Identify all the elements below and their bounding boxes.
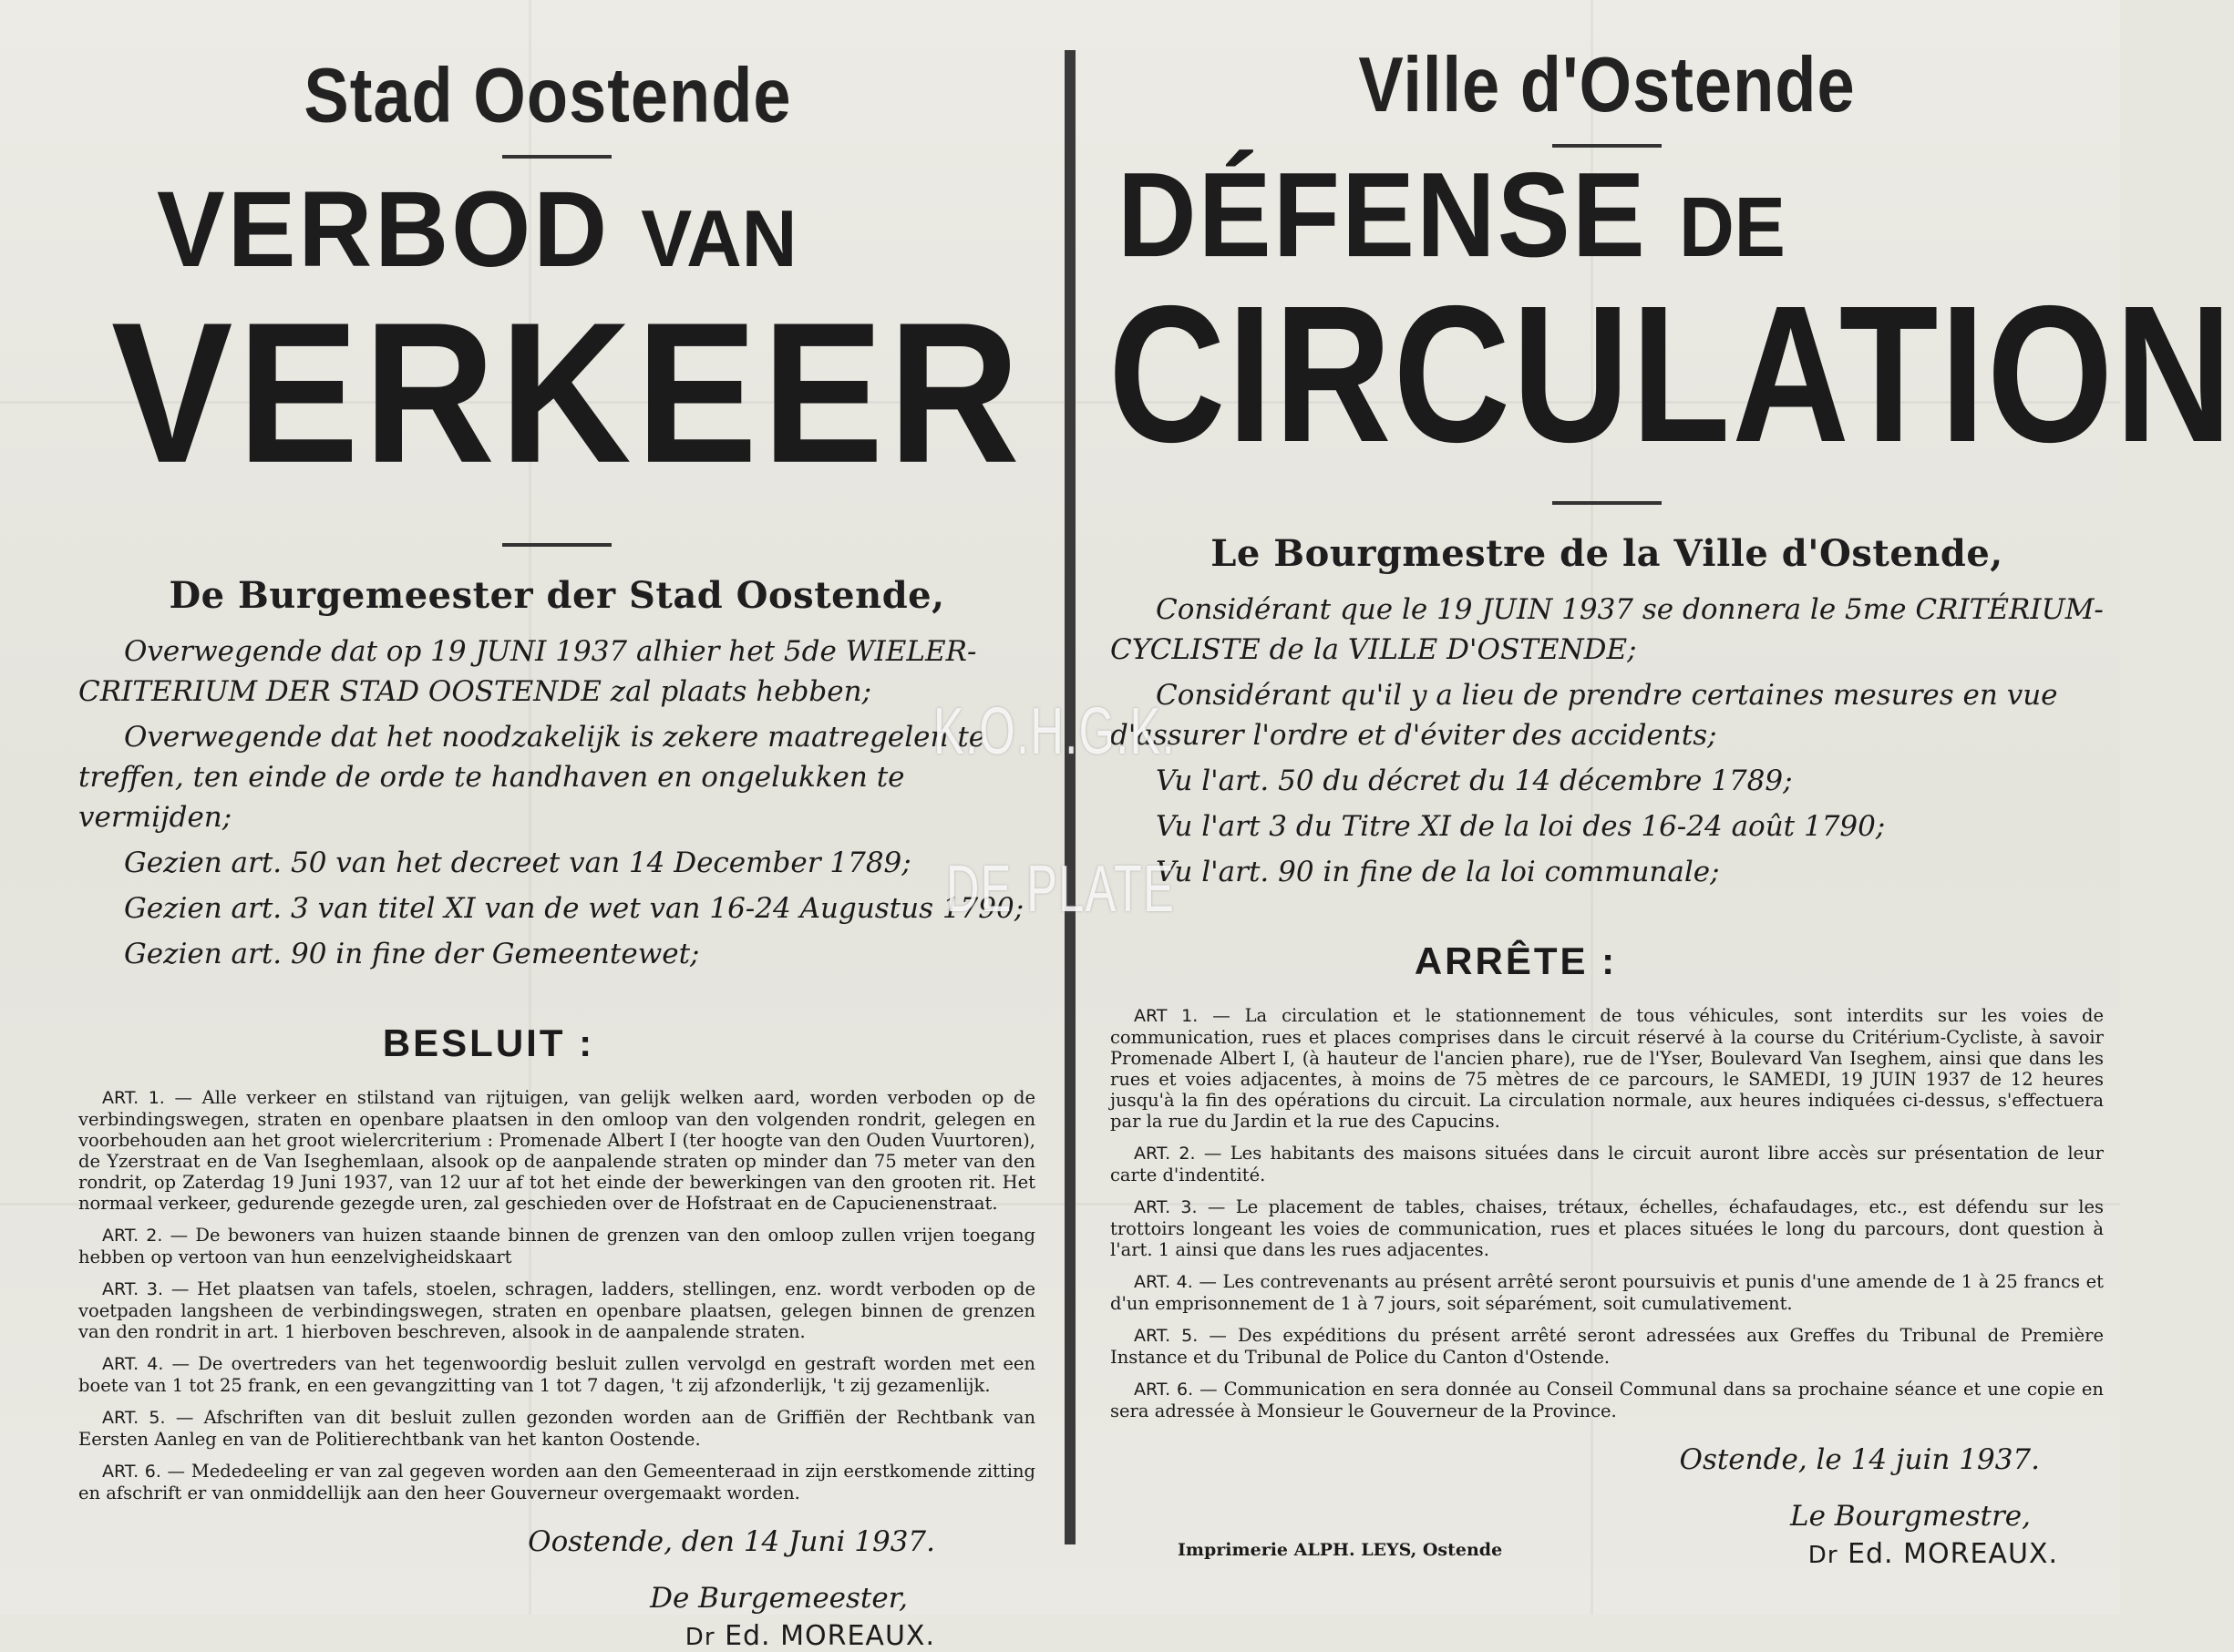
- city-title: Ville d'Ostende: [1358, 40, 1856, 128]
- consideration: Considérant que le 19 JUIN 1937 se donnera le 5me CRITÉRIUM-CYCLISTE de la VILLE D'OSTENDE;: [1110, 593, 2104, 666]
- column-divider: [1065, 50, 1076, 1544]
- place-date: Oostende, den 14 Juni 1937.: [528, 1525, 935, 1558]
- place-date: Ostende, le 14 juin 1937.: [1679, 1443, 2040, 1476]
- article-text: — Les habitants des maisons situées dans le circuit auront libre accès sur présentation de leur carte d'indentité.: [1110, 1143, 2104, 1185]
- signature-title: Le Bourgmestre,: [1790, 1500, 2031, 1533]
- city-title: Stad Oostende: [304, 51, 792, 139]
- consideration: Overwegende dat het noodzakelijk is zekere maatregelen te treffen, ten einde de orde te handhaven en ongelukken te vermijden;: [78, 721, 986, 834]
- article-label: ART. 6.: [102, 1462, 161, 1482]
- headline-word: VERBOD: [157, 169, 611, 290]
- article-label: ART. 6.: [1134, 1380, 1194, 1400]
- signature-prefix: Dr: [1807, 1542, 1838, 1569]
- consideration: Considérant qu'il y a lieu de prendre certaines mesures en vue d'assurer l'ordre et d'éviter des accidents;: [1110, 679, 2058, 752]
- article-label: ART. 5.: [102, 1408, 166, 1428]
- article-label: ART. 4.: [1134, 1272, 1193, 1292]
- article-text: — De overtreders van het tegenwoordig besluit zullen vervolgd en gestraft worden met een boete van 1 tot 25 frank, en een gevangzitting van 1 tot 7 dagen, 't zij afzonderlijk, 't zij gezamenlijk.: [78, 1353, 1035, 1396]
- article-label: ART. 3.: [102, 1279, 164, 1299]
- article-label: ART. 3.: [1134, 1197, 1198, 1217]
- article-label: ART. 4.: [102, 1354, 164, 1374]
- signature-title: De Burgemeester,: [650, 1582, 908, 1615]
- article-text: — Het plaatsen van tafels, stoelen, schragen, ladders, stellingen, enz. wordt verboden op de voetpaden langsheen de verbindingswegen, straten en openbare plaatsen, gelegen binnen de grenzen van den rondrit in art. 1 hierboven beschreven, alsook in de aanpalende straten.: [78, 1278, 1035, 1342]
- article-label: ART. 1.: [102, 1088, 165, 1108]
- article: [1110, 1143, 2104, 1185]
- article-text: — Des expéditions du présent arrêté seront adressées aux Greffes du Tribunal de Première Instance et du Tribunal de Police du Canton d'Ostende.: [1110, 1325, 2105, 1368]
- consideration: Vu l'art 3 du Titre XI de la loi des 16-24 août 1790;: [1156, 810, 1886, 843]
- signature-text: Ed. MOREAUX.: [725, 1620, 935, 1652]
- decision-heading: ARRÊTE :: [1414, 939, 1618, 982]
- headline-rule: [502, 543, 612, 547]
- article: [1110, 1271, 2104, 1314]
- consideration: Gezien art. 3 van titel XI van de wet van 16-24 Augustus 1790;: [124, 892, 1024, 925]
- signature-name: [78, 1620, 1035, 1652]
- article-text: — Le placement de tables, chaises, trétaux, échelles, échafaudages, etc., est défendu sur les trottoirs longeant les voies de communication, rues et places situées le long du parcours, dont question à l'art. 1 ainsi que dans les rues adjacentes.: [1110, 1196, 2104, 1260]
- article: [1110, 1379, 2104, 1421]
- consideration: Gezien art. 50 van het decreet van 14 December 1789;: [124, 847, 911, 879]
- headline-word: DÉFENSE: [1117, 148, 1647, 282]
- article-text: — Alle verkeer en stilstand van rijtuigen, van gelijk welken aard, worden verboden op de verbindingswegen, straten en openbare plaatsen in den omloop van den volgenden rondrit, gelegen en voorbehouden aan het groot wielercriterium : Promenade Albert I (ter hoogte van den Ouden Vuurtoren), de Yzerstraat en de Van Iseghemlaan, alsook op de aanpalende straten op minder dan 75 meter van den rondrit, op Zaterdag 19 Juni 1937, van 12 uur af tot het einde der bewerkingen van den grooten rit. Het normaal verkeer, gedurende gezegde uren, zal geschieden over de Hofstraat en de Capucienenstraat.: [78, 1087, 1035, 1214]
- title-rule: [502, 155, 612, 159]
- article-label: ART. 2.: [1134, 1144, 1196, 1164]
- article-text: — Afschriften van dit besluit zullen gezonden worden aan de Griffiën der Rechtbank van Eersten Aanleg en van de Politierechtbank van het kanton Oostende.: [78, 1407, 1035, 1450]
- article: [1110, 1005, 2104, 1132]
- mayor-heading: Le Bourgmestre de la Ville d'Ostende,: [1210, 532, 2003, 575]
- article: [78, 1087, 1035, 1214]
- article: [78, 1353, 1035, 1396]
- article-label: ART. 2.: [102, 1226, 163, 1246]
- article: [78, 1461, 1035, 1503]
- headline-word: VAN: [641, 193, 798, 283]
- considerations: [78, 631, 1035, 974]
- watermark-line1: K.O.H.G.K.: [933, 695, 1177, 768]
- articles: [78, 1087, 1035, 1503]
- article-label: ART 1.: [1134, 1006, 1199, 1026]
- article-text: — Mededeeling er van zal gegeven worden aan den Gemeenteraad in zijn eerstkomende zitting en afschrift er van onmiddellijk aan den heer Gouverneur overgemaakt worden.: [78, 1461, 1035, 1503]
- article-text: — Les contrevenants au présent arrêté seront poursuivis et punis d'une amende de 1 à 25 francs et d'un emprisonnement de 1 à 7 jours, soit séparément, soit cumulativement.: [1110, 1271, 2104, 1314]
- headline-line1: [1117, 148, 2104, 282]
- watermark-line2: DE PLATE: [946, 853, 1176, 926]
- headline-line2: CIRCULATION: [1108, 264, 2234, 483]
- decision-heading: BESLUIT :: [382, 1021, 595, 1064]
- headline-rule: [1552, 501, 1662, 505]
- consideration: Overwegende dat op 19 JUNI 1937 alhier het 5de WIELER-CRITERIUM DER STAD OOSTENDE zal plaats hebben;: [78, 635, 977, 708]
- headline-line2: VERKEER: [111, 281, 1024, 506]
- headline-line1: [157, 169, 1035, 290]
- articles: [1110, 1005, 2104, 1421]
- dutch-column: [78, 0, 1035, 1652]
- printer-credit: Imprimerie ALPH. LEYS, Ostende: [1178, 1540, 1503, 1560]
- article: [78, 1407, 1035, 1450]
- article: [1110, 1325, 2104, 1368]
- signature-prefix: Dr: [685, 1624, 715, 1651]
- article: [78, 1225, 1035, 1267]
- article-label: ART. 5.: [1134, 1326, 1199, 1346]
- signature-text: Ed. MOREAUX.: [1848, 1538, 2058, 1570]
- article: [78, 1278, 1035, 1342]
- article: [1110, 1196, 2104, 1260]
- consideration: Gezien art. 90 in fine der Gemeentewet;: [124, 938, 700, 970]
- consideration: Vu l'art. 90 in fine de la loi communale;: [1156, 856, 1720, 888]
- considerations: [1110, 590, 2104, 892]
- article-text: — Communication en sera donnée au Conseil Communal dans sa prochaine séance et une copie en sera adressée à Monsieur le Gouverneur de la Province.: [1110, 1379, 2104, 1421]
- consideration: Vu l'art. 50 du décret du 14 décembre 1789;: [1156, 764, 1793, 797]
- french-column: [1108, 0, 2234, 1570]
- article-text: — La circulation et le stationnement de tous véhicules, sont interdits sur les voies de communication, rues et places comprises dans le circuit réservé à la course du Critérium-Cycliste, à savoir Promenade Albert I, (à hauteur de l'ancien phare), rue de l'Yser, Boulevard Van Iseghem, ainsi que dans les rues et voies adjacentes, à moins de 75 mètres de ce parcours, le SAMEDI, 19 JUIN 1937 de 12 heures jusqu'à la fin des opérations du circuit. La circulation normale, aux heures indiquées ci-dessus, s'effectuera par la rue du Jardin et la rue des Capucins.: [1110, 1005, 2104, 1132]
- article-text: — De bewoners van huizen staande binnen de grenzen van den omloop zullen vrijen toegang hebben op vertoon van hun eenzelvigheidskaart: [78, 1225, 1035, 1267]
- mayor-heading: De Burgemeester der Stad Oostende,: [169, 574, 945, 617]
- headline-word: DE: [1679, 180, 1786, 274]
